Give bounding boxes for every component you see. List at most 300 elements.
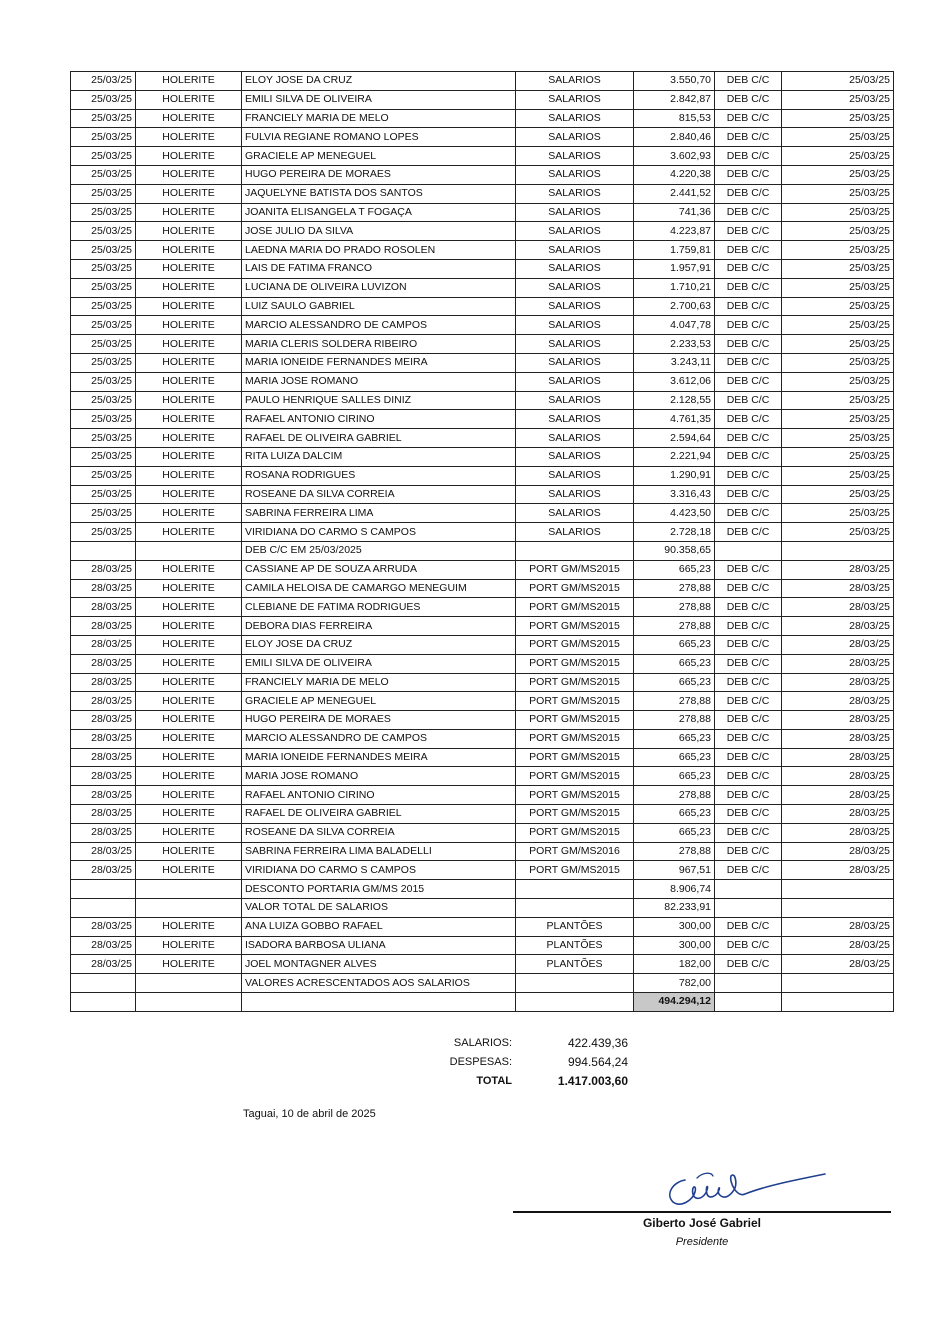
row-doc-type: HOLERITE (136, 861, 242, 880)
row-due-date: 25/03/25 (782, 485, 894, 504)
row-doc-type: HOLERITE (136, 165, 242, 184)
row-due-date: 28/03/25 (782, 823, 894, 842)
row-due-date: 25/03/25 (782, 128, 894, 147)
row-date (71, 993, 136, 1012)
row-doc-type: HOLERITE (136, 729, 242, 748)
row-category: PLANTÕES (516, 936, 634, 955)
row-payment: DEB C/C (715, 72, 782, 91)
row-name: VIRIDIANA DO CARMO S CAMPOS (242, 861, 516, 880)
row-doc-type: HOLERITE (136, 72, 242, 91)
row-category (516, 974, 634, 993)
summary-block (440, 1033, 628, 1090)
row-doc-type (136, 541, 242, 560)
row-date: 28/03/25 (71, 579, 136, 598)
row-value: 665,23 (634, 560, 715, 579)
row-category: SALARIOS (516, 259, 634, 278)
summary-salarios (440, 1033, 628, 1052)
row-category: PORT GM/MS2015 (516, 617, 634, 636)
table-row (71, 297, 894, 316)
row-value: 2.700,63 (634, 297, 715, 316)
row-doc-type (136, 880, 242, 899)
row-payment: DEB C/C (715, 447, 782, 466)
row-date (71, 880, 136, 899)
summary-total (440, 1071, 628, 1090)
row-date: 28/03/25 (71, 805, 136, 824)
row-doc-type: HOLERITE (136, 579, 242, 598)
row-due-date (782, 899, 894, 918)
table-row (71, 72, 894, 91)
salarios-label: SALARIOS: (453, 1036, 512, 1049)
row-value: 2.128,55 (634, 391, 715, 410)
row-category: SALARIOS (516, 372, 634, 391)
row-date: 25/03/25 (71, 128, 136, 147)
row-value: 3.550,70 (634, 72, 715, 91)
row-category: SALARIOS (516, 335, 634, 354)
summary-despesas (440, 1052, 628, 1071)
row-due-date: 28/03/25 (782, 936, 894, 955)
row-payment: DEB C/C (715, 523, 782, 542)
row-due-date: 28/03/25 (782, 579, 894, 598)
table-row (71, 353, 894, 372)
row-value: 2.233,53 (634, 335, 715, 354)
table-row (71, 786, 894, 805)
row-due-date: 25/03/25 (782, 297, 894, 316)
row-date: 28/03/25 (71, 748, 136, 767)
row-value: 4.423,50 (634, 504, 715, 523)
row-value: 82.233,91 (634, 899, 715, 918)
row-category: PORT GM/MS2015 (516, 729, 634, 748)
table-row (71, 917, 894, 936)
row-payment: DEB C/C (715, 617, 782, 636)
row-category: PORT GM/MS2016 (516, 842, 634, 861)
row-due-date: 28/03/25 (782, 711, 894, 730)
row-value: 2.594,64 (634, 429, 715, 448)
row-payment: DEB C/C (715, 165, 782, 184)
row-name: VALORES ACRESCENTADOS AOS SALARIOS (242, 974, 516, 993)
row-payment: DEB C/C (715, 729, 782, 748)
row-name: ROSEANE DA SILVA CORREIA (242, 823, 516, 842)
row-payment: DEB C/C (715, 410, 782, 429)
row-value: 1.759,81 (634, 241, 715, 260)
row-value: 967,51 (634, 861, 715, 880)
row-doc-type: HOLERITE (136, 316, 242, 335)
row-doc-type: HOLERITE (136, 617, 242, 636)
row-date: 25/03/25 (71, 165, 136, 184)
row-payment: DEB C/C (715, 748, 782, 767)
row-due-date: 28/03/25 (782, 805, 894, 824)
row-category: SALARIOS (516, 316, 634, 335)
table-row (71, 729, 894, 748)
row-date: 28/03/25 (71, 955, 136, 974)
row-category: PORT GM/MS2015 (516, 654, 634, 673)
row-category: PORT GM/MS2015 (516, 823, 634, 842)
row-due-date: 25/03/25 (782, 72, 894, 91)
row-name: JOSE JULIO DA SILVA (242, 222, 516, 241)
row-doc-type (136, 974, 242, 993)
table-row (71, 823, 894, 842)
row-date: 25/03/25 (71, 429, 136, 448)
row-payment: DEB C/C (715, 391, 782, 410)
row-date: 25/03/25 (71, 316, 136, 335)
row-name: JAQUELYNE BATISTA DOS SANTOS (242, 184, 516, 203)
row-value: 665,23 (634, 748, 715, 767)
row-doc-type: HOLERITE (136, 259, 242, 278)
row-value: 2.728,18 (634, 523, 715, 542)
row-payment: DEB C/C (715, 222, 782, 241)
row-value: 278,88 (634, 617, 715, 636)
row-name: ROSANA RODRIGUES (242, 466, 516, 485)
row-name: PAULO HENRIQUE SALLES DINIZ (242, 391, 516, 410)
row-payment: DEB C/C (715, 109, 782, 128)
table-row (71, 128, 894, 147)
table-row (71, 335, 894, 354)
row-doc-type: HOLERITE (136, 147, 242, 166)
table-row (71, 767, 894, 786)
row-value: 182,00 (634, 955, 715, 974)
row-doc-type: HOLERITE (136, 560, 242, 579)
table-row (71, 429, 894, 448)
row-doc-type: HOLERITE (136, 523, 242, 542)
row-due-date: 28/03/25 (782, 786, 894, 805)
row-category: SALARIOS (516, 222, 634, 241)
row-value: 278,88 (634, 711, 715, 730)
row-name: ISADORA BARBOSA ULIANA (242, 936, 516, 955)
row-value: 815,53 (634, 109, 715, 128)
row-due-date: 28/03/25 (782, 654, 894, 673)
row-due-date: 25/03/25 (782, 165, 894, 184)
grand-total-value: 494.294,12 (634, 993, 715, 1012)
row-doc-type: HOLERITE (136, 504, 242, 523)
row-due-date: 28/03/25 (782, 617, 894, 636)
row-value: 278,88 (634, 598, 715, 617)
row-doc-type: HOLERITE (136, 335, 242, 354)
row-doc-type: HOLERITE (136, 673, 242, 692)
row-value: 300,00 (634, 936, 715, 955)
row-payment: DEB C/C (715, 861, 782, 880)
row-category: PORT GM/MS2015 (516, 786, 634, 805)
row-doc-type: HOLERITE (136, 805, 242, 824)
ledger-table (70, 71, 894, 1012)
row-payment (715, 899, 782, 918)
table-row (71, 880, 894, 899)
table-row (71, 222, 894, 241)
row-due-date: 28/03/25 (782, 673, 894, 692)
row-name: MARCIO ALESSANDRO DE CAMPOS (242, 729, 516, 748)
row-date: 25/03/25 (71, 466, 136, 485)
table-row (71, 579, 894, 598)
row-payment: DEB C/C (715, 579, 782, 598)
row-doc-type (136, 899, 242, 918)
row-name: EMILI SILVA DE OLIVEIRA (242, 90, 516, 109)
row-date: 28/03/25 (71, 729, 136, 748)
table-row (71, 259, 894, 278)
row-category: SALARIOS (516, 165, 634, 184)
row-date: 25/03/25 (71, 335, 136, 354)
row-due-date: 25/03/25 (782, 504, 894, 523)
row-payment (715, 974, 782, 993)
table-row (71, 203, 894, 222)
row-category: SALARIOS (516, 391, 634, 410)
row-value: 3.243,11 (634, 353, 715, 372)
row-date: 28/03/25 (71, 842, 136, 861)
row-due-date: 28/03/25 (782, 842, 894, 861)
row-name: HUGO PEREIRA DE MORAES (242, 711, 516, 730)
row-category: SALARIOS (516, 297, 634, 316)
row-category: PORT GM/MS2015 (516, 767, 634, 786)
row-date: 28/03/25 (71, 786, 136, 805)
row-due-date (782, 974, 894, 993)
row-name: LAEDNA MARIA DO PRADO ROSOLEN (242, 241, 516, 260)
row-name: MARIA JOSE ROMANO (242, 767, 516, 786)
total-value: 1.417.003,60 (557, 1073, 628, 1088)
row-date: 25/03/25 (71, 184, 136, 203)
row-payment (715, 993, 782, 1012)
row-payment: DEB C/C (715, 353, 782, 372)
row-value: 1.710,21 (634, 278, 715, 297)
row-category: SALARIOS (516, 90, 634, 109)
row-category: PORT GM/MS2015 (516, 861, 634, 880)
row-doc-type: HOLERITE (136, 711, 242, 730)
row-due-date: 25/03/25 (782, 278, 894, 297)
row-category (516, 993, 634, 1012)
row-date: 25/03/25 (71, 109, 136, 128)
row-date: 28/03/25 (71, 560, 136, 579)
row-value: 665,23 (634, 729, 715, 748)
row-due-date: 25/03/25 (782, 184, 894, 203)
row-payment: DEB C/C (715, 560, 782, 579)
table-row (71, 654, 894, 673)
row-category: SALARIOS (516, 278, 634, 297)
row-doc-type: HOLERITE (136, 222, 242, 241)
row-doc-type: HOLERITE (136, 391, 242, 410)
row-date: 28/03/25 (71, 654, 136, 673)
row-date: 25/03/25 (71, 222, 136, 241)
row-date: 28/03/25 (71, 598, 136, 617)
row-doc-type: HOLERITE (136, 842, 242, 861)
row-payment: DEB C/C (715, 654, 782, 673)
row-name: JOANITA ELISANGELA T FOGAÇA (242, 203, 516, 222)
row-name: MARIA CLERIS SOLDERA RIBEIRO (242, 335, 516, 354)
row-name: MARIA IONEIDE FERNANDES MEIRA (242, 353, 516, 372)
row-value: 665,23 (634, 654, 715, 673)
despesas-label: DESPESAS: (449, 1055, 512, 1068)
table-row (71, 391, 894, 410)
row-payment: DEB C/C (715, 936, 782, 955)
row-date: 28/03/25 (71, 673, 136, 692)
table-row (71, 447, 894, 466)
row-doc-type: HOLERITE (136, 917, 242, 936)
row-doc-type: HOLERITE (136, 447, 242, 466)
row-payment: DEB C/C (715, 786, 782, 805)
table-row (71, 598, 894, 617)
row-due-date: 28/03/25 (782, 767, 894, 786)
table-row (71, 485, 894, 504)
row-category: SALARIOS (516, 447, 634, 466)
row-category: SALARIOS (516, 353, 634, 372)
row-due-date: 25/03/25 (782, 466, 894, 485)
row-payment: DEB C/C (715, 635, 782, 654)
row-date: 25/03/25 (71, 391, 136, 410)
row-name: MARCIO ALESSANDRO DE CAMPOS (242, 316, 516, 335)
row-doc-type: HOLERITE (136, 654, 242, 673)
row-due-date (782, 993, 894, 1012)
table-row (71, 90, 894, 109)
row-name: ELOY JOSE DA CRUZ (242, 72, 516, 91)
row-payment: DEB C/C (715, 316, 782, 335)
row-value: 4.047,78 (634, 316, 715, 335)
row-name: SABRINA FERREIRA LIMA BALADELLI (242, 842, 516, 861)
row-due-date: 25/03/25 (782, 241, 894, 260)
table-row (71, 241, 894, 260)
row-value: 2.842,87 (634, 90, 715, 109)
row-payment: DEB C/C (715, 485, 782, 504)
row-due-date: 25/03/25 (782, 335, 894, 354)
row-name: RAFAEL DE OLIVEIRA GABRIEL (242, 429, 516, 448)
row-name: SABRINA FERREIRA LIMA (242, 504, 516, 523)
row-payment (715, 880, 782, 899)
table-row (71, 372, 894, 391)
table-row (71, 278, 894, 297)
row-name: MARIA IONEIDE FERNANDES MEIRA (242, 748, 516, 767)
row-doc-type: HOLERITE (136, 598, 242, 617)
row-category: SALARIOS (516, 128, 634, 147)
row-value: 665,23 (634, 805, 715, 824)
row-date: 25/03/25 (71, 372, 136, 391)
row-name: LUIZ SAULO GABRIEL (242, 297, 516, 316)
row-due-date: 25/03/25 (782, 372, 894, 391)
row-due-date: 28/03/25 (782, 635, 894, 654)
table-row (71, 861, 894, 880)
row-name: RAFAEL DE OLIVEIRA GABRIEL (242, 805, 516, 824)
row-due-date: 28/03/25 (782, 560, 894, 579)
row-date (71, 899, 136, 918)
row-date: 25/03/25 (71, 523, 136, 542)
row-category: SALARIOS (516, 485, 634, 504)
place-date: Taguai, 10 de abril de 2025 (243, 1108, 376, 1120)
row-name: LAIS DE FATIMA FRANCO (242, 259, 516, 278)
row-due-date: 25/03/25 (782, 391, 894, 410)
row-payment: DEB C/C (715, 372, 782, 391)
row-doc-type: HOLERITE (136, 823, 242, 842)
row-due-date: 28/03/25 (782, 692, 894, 711)
row-due-date: 25/03/25 (782, 109, 894, 128)
row-category: SALARIOS (516, 184, 634, 203)
signature-line (513, 1211, 891, 1213)
row-name: LUCIANA DE OLIVEIRA LUVIZON (242, 278, 516, 297)
row-doc-type: HOLERITE (136, 109, 242, 128)
table-row (71, 147, 894, 166)
row-payment: DEB C/C (715, 692, 782, 711)
table-row (71, 560, 894, 579)
table-row (71, 842, 894, 861)
row-due-date: 25/03/25 (782, 203, 894, 222)
row-date: 25/03/25 (71, 485, 136, 504)
row-date (71, 541, 136, 560)
row-value: 278,88 (634, 842, 715, 861)
handwritten-signature (655, 1162, 835, 1212)
row-doc-type: HOLERITE (136, 692, 242, 711)
row-value: 4.761,35 (634, 410, 715, 429)
row-category: PORT GM/MS2015 (516, 711, 634, 730)
row-due-date: 25/03/25 (782, 259, 894, 278)
row-date: 28/03/25 (71, 917, 136, 936)
row-due-date: 25/03/25 (782, 429, 894, 448)
row-value: 8.906,74 (634, 880, 715, 899)
row-category: SALARIOS (516, 109, 634, 128)
row-category: PLANTÕES (516, 917, 634, 936)
table-row (71, 993, 894, 1012)
row-name: RITA LUIZA DALCIM (242, 447, 516, 466)
row-payment: DEB C/C (715, 504, 782, 523)
row-payment: DEB C/C (715, 259, 782, 278)
row-date: 28/03/25 (71, 692, 136, 711)
table-row (71, 936, 894, 955)
table-row (71, 184, 894, 203)
table-row (71, 899, 894, 918)
row-date: 25/03/25 (71, 90, 136, 109)
row-payment: DEB C/C (715, 767, 782, 786)
row-date: 25/03/25 (71, 203, 136, 222)
row-name: HUGO PEREIRA DE MORAES (242, 165, 516, 184)
row-category: SALARIOS (516, 504, 634, 523)
row-category: PORT GM/MS2015 (516, 692, 634, 711)
table-row (71, 504, 894, 523)
row-payment: DEB C/C (715, 128, 782, 147)
row-payment: DEB C/C (715, 805, 782, 824)
row-value: 90.358,65 (634, 541, 715, 560)
row-doc-type: HOLERITE (136, 90, 242, 109)
table-row (71, 617, 894, 636)
row-doc-type: HOLERITE (136, 297, 242, 316)
row-name: EMILI SILVA DE OLIVEIRA (242, 654, 516, 673)
row-name: CASSIANE AP DE SOUZA ARRUDA (242, 560, 516, 579)
row-category: PORT GM/MS2015 (516, 673, 634, 692)
row-date: 28/03/25 (71, 861, 136, 880)
row-date: 25/03/25 (71, 147, 136, 166)
row-due-date: 28/03/25 (782, 955, 894, 974)
row-date: 25/03/25 (71, 447, 136, 466)
row-payment: DEB C/C (715, 147, 782, 166)
row-value: 3.316,43 (634, 485, 715, 504)
row-date: 25/03/25 (71, 259, 136, 278)
table-row (71, 165, 894, 184)
table-row (71, 673, 894, 692)
table-row (71, 109, 894, 128)
row-due-date: 28/03/25 (782, 748, 894, 767)
row-value: 2.441,52 (634, 184, 715, 203)
row-category: PORT GM/MS2015 (516, 560, 634, 579)
row-payment: DEB C/C (715, 466, 782, 485)
table-row (71, 692, 894, 711)
row-name: FULVIA REGIANE ROMANO LOPES (242, 128, 516, 147)
table-row (71, 805, 894, 824)
row-category: PORT GM/MS2015 (516, 635, 634, 654)
row-category: SALARIOS (516, 72, 634, 91)
row-due-date: 28/03/25 (782, 598, 894, 617)
row-payment: DEB C/C (715, 335, 782, 354)
row-due-date: 25/03/25 (782, 447, 894, 466)
row-value: 782,00 (634, 974, 715, 993)
row-name: CAMILA HELOISA DE CAMARGO MENEGUIM (242, 579, 516, 598)
row-doc-type: HOLERITE (136, 429, 242, 448)
row-name: RAFAEL ANTONIO CIRINO (242, 786, 516, 805)
row-date: 25/03/25 (71, 410, 136, 429)
row-category: SALARIOS (516, 466, 634, 485)
row-value: 278,88 (634, 692, 715, 711)
row-value: 665,23 (634, 823, 715, 842)
row-date: 25/03/25 (71, 353, 136, 372)
row-doc-type: HOLERITE (136, 748, 242, 767)
